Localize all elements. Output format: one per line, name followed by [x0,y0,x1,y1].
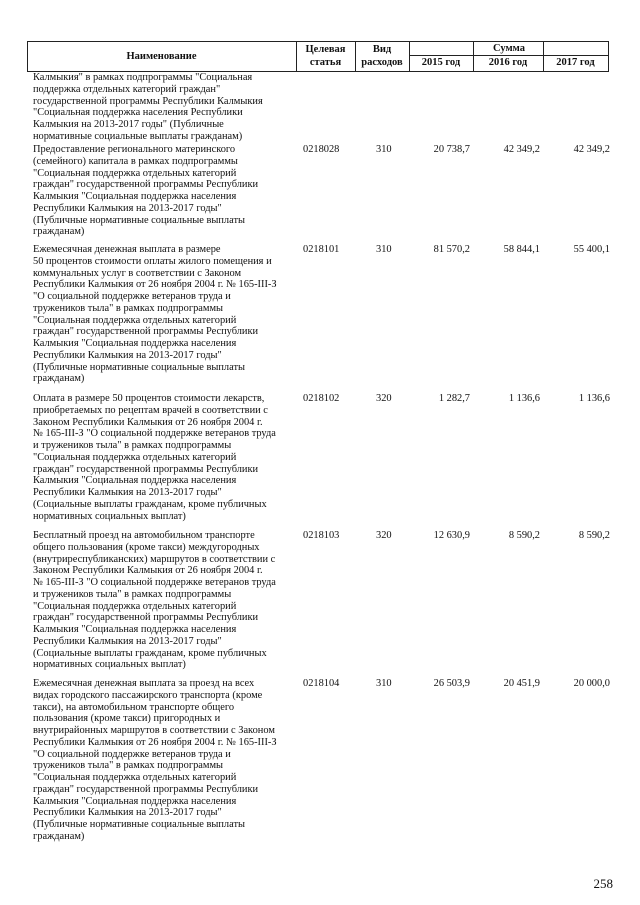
header-2017: 2017 год [556,57,595,68]
row-kind: 320 [376,393,392,404]
row-sum-2017: 1 136,6 [578,393,610,404]
row-sum-2015: 26 503,9 [433,678,470,689]
row-kind: 320 [376,530,392,541]
header-2016: 2016 год [488,57,528,68]
row-sum-2016: 58 844,1 [503,244,540,255]
row-code: 0218104 [303,678,340,689]
row-sum-2016: 1 136,6 [508,393,540,404]
header-kind-1: Вид [372,44,392,55]
row-kind: 310 [376,244,392,255]
row-code: 0218102 [303,393,340,404]
row-kind: 310 [376,144,392,155]
row-name: Ежемесячная денежная выплата за проезд на всех видах городского пассажирского транспорта (кроме такси), на автомобильном транспорте общего пользования (кроме такси) пригородных и внутрирайонных маршрутов в соответствии с Законом Республики Калмыкия от 26 ноября 2004 г. № 165-III-З "О социальной поддержке ветеранов труда и тружеников тыла" в рамках подпрограммы "Социальная поддержка отдельных категорий граждан" государственной программы Республики Калмыкия "Социальная поддержка населения Республики Калмыкия на 2013-2017 годы" (Публичные нормативные социальные выплаты гражданам) [33,678,277,842]
header-sum-divider [409,55,609,56]
page-number: 258 [593,876,613,891]
row-name: Предоставление регионального материнского (семейного) капитала в рамках подпрограммы "Социальная поддержка отдельных категорий граждан" государственной программы Республики Калмыкия "Социальная поддержка населения Республики Калмыкия на 2013-2017 годы" (Публичные нормативные социальные выплаты гражданам) [33,144,259,238]
row-sum-2016: 42 349,2 [503,144,540,155]
row-sum-2017: 8 590,2 [578,530,610,541]
row-sum-2016: 8 590,2 [508,530,540,541]
row-sum-2017: 20 000,0 [573,678,610,689]
header-kind-2: расходов [361,57,403,68]
row-code: 0218101 [303,244,340,255]
row-kind: 310 [376,678,392,689]
table-header [27,41,609,72]
row-sum-2015: 20 738,7 [433,144,470,155]
header-sum: Сумма [493,43,525,54]
row-sum-2015: 12 630,9 [433,530,470,541]
header-2015: 2015 год [421,57,461,68]
row-name: Оплата в размере 50 процентов стоимости лекарств, приобретаемых по рецептам врачей в соответствии с Законом Республики Калмыкия от 26 ноября 2004 г. № 165-III-З "О социальной поддержке ветеранов труда и тружеников тыла" в рамках подпрограммы "Социальная поддержка отдельных категорий граждан" государственной программы Республики Калмыкия "Социальная поддержка населения Республики Калмыкия на 2013-2017 годы" (Социальные выплаты гражданам, кроме публичных нормативных социальных выплат) [33,393,276,522]
row-code: 0218028 [303,144,340,155]
row-name: Калмыкия" в рамках подпрограммы "Социальная поддержка отдельных категорий граждан" государственной программы Республики Калмыкия "Социальная поддержка населения Республики Калмыкия на 2013-2017 годы" (Публичные нормативные социальные выплаты гражданам) [33,72,263,142]
row-sum-2017: 42 349,2 [573,144,610,155]
header-target-2: статья [309,57,342,68]
row-code: 0218103 [303,530,340,541]
row-name: Ежемесячная денежная выплата в размере 50 процентов стоимости оплаты жилого помещения и коммунальных услуг в соответствии с Законом Республики Калмыкия от 26 ноября 2004 г. № 165-III-З "О социальной поддержке ветеранов труда и тружеников тыла" в рамках подпрограммы "Социальная поддержка отдельных категорий граждан" государственной программы Республики Калмыкия "Социальная поддержка населения Республики Калмыкия на 2013-2017 годы" (Публичные нормативные социальные выплаты гражданам) [33,244,277,385]
row-sum-2015: 81 570,2 [433,244,470,255]
header-target-1: Целевая [305,44,346,55]
header-name: Наименование [126,51,197,62]
row-sum-2016: 20 451,9 [503,678,540,689]
row-sum-2015: 1 282,7 [438,393,470,404]
row-name: Бесплатный проезд на автомобильном транспорте общего пользования (кроме такси) междугородных (внутриреспубликанских) маршрутов в соответствии с Законом Республики Калмыкия от 26 ноября 2004 г. № 165-III-З "О социальной поддержке ветеранов труда и тружеников тыла" в рамках подпрограммы "Социальная поддержка отдельных категорий граждан" государственной программы Республики Калмыкия "Социальная поддержка населения Республики Калмыкия на 2013-2017 годы" (Социальные выплаты гражданам, кроме публичных нормативных социальных выплат) [33,530,276,671]
row-sum-2017: 55 400,1 [573,244,610,255]
